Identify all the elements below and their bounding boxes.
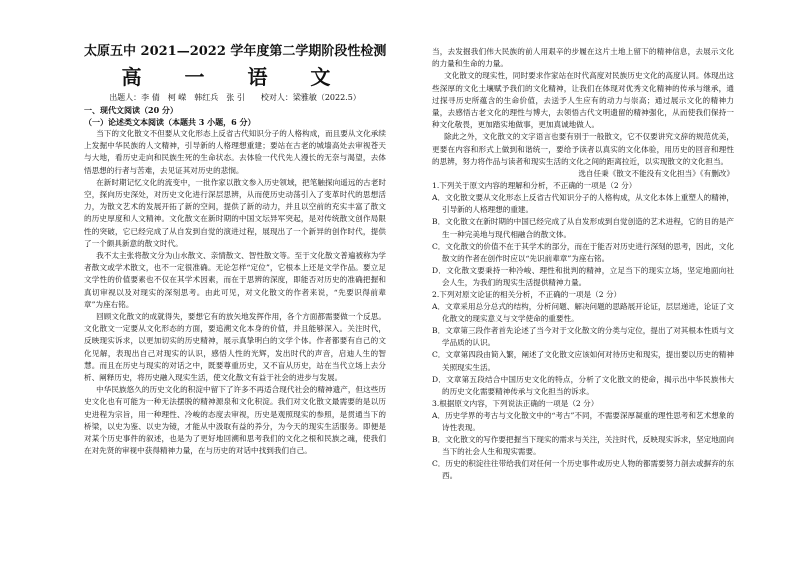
exam-title: 太原五中 2021—2022 学年度第二学期阶段性检测 xyxy=(84,44,387,59)
answer-option: C．历史的积淀往往带给我们对任何一个历史事件或历史人物的都需要努力剖去或摒弃的东西。 xyxy=(432,459,734,481)
subsection-heading: （一）论述类文本阅读（本题共 3 小题，6 分） xyxy=(84,117,256,127)
answer-option: A．文章采用总分总式的结构，分析问题、解决问题的思路展开论证，层层递进，论证了文化散文的现实意义与文学使命的重要性。 xyxy=(432,302,734,324)
section-heading: 一、现代文阅读（20 分） xyxy=(84,105,178,115)
answer-option: A．文化散文要从文化形态上反省古代知识分子的人格构成，从文化本体上重塑人的精神，引导新的人格理想的重建。 xyxy=(432,193,734,215)
article-paragraph: 在新时期记忆文化的流变中，一批作家以散文参入历史领域，把笔触探向遥远的古老时空，探向历史深处，对历史文化进行深层思辨，从而使历史动荡引入了变革时代的思想活力，为散文艺术的发展开拓了新的空间，提供了新的动力，并且以空前的充实丰富了散文的历史厚度和人文精神。文化散文在新时期的中国文坛异军突起，是对传统散文创作局限性的突破，它已经完成了从自发到自觉的演进过程，展现出了一个新异的创作时代，提供了一个颇具新意的散文时代。 xyxy=(84,177,386,248)
article-paragraph: 当下的文化散文不但要从文化形态上反省古代知识分子的人格构成，而且要从文化承续上发掘中华民族的人文精神，引导新的人格理想重建；要站在古老的城墙高处去审视苍天与大地，看历史走向和民族生死的生命状态。去体验一代代先人漫长的无奈与渴望，去体悟思想的行者与苦难，去见证其对历史的悲悯。 xyxy=(84,129,386,175)
answer-option: B．文化散文的写作要把握当下现实的需求与关注，关注时代，反映现实诉求，坚定地面向当下的社会人生和现实需要。 xyxy=(432,435,734,457)
left-column xyxy=(84,40,386,457)
article-paragraph: 中华民族悠久的历史文化的积淀中留下了许多不再适合现代社会的精神遗产，但这些历史文化也有可能为一种无法摆脱的精神源泉和文化积淀。我们对文化散文最需要的是以历史进程为宗旨，用一种理性、冷峻的态度去审视，历史是观照现实的参照，是贯通当下的桥梁，以史为鉴、以史为镜，才能从中汲取有益的养分，为今天的现实生活服务。即便是对某个历史事件的叙述，也是为了更好地回溯和思考我们的文化之根和民族之魂，使我们在对先贤的审视中获得精神力量，在与历史的对话中找到我们自己。 xyxy=(84,385,386,456)
author-info: 出题人：李 倩 柯 嵘 韩红兵 张 引 校对人：梁雅敏（2022.5） xyxy=(109,93,361,102)
answer-option: C．文化散文的价值不在于其学术的部分，而在于能否对历史进行深刻的思考，因此，文化散文的作者在创作时应以“先识前辈章”为座右铭。 xyxy=(432,241,734,263)
source-note: 选自任秉《散文不能没有文化担当》《有删改》 xyxy=(578,169,734,179)
article-paragraph: 我不太主张将散文分为山水散文、亲情散文、智性散文等。至于文化散文普遍被称为学者散文或学术散文，也不一定很准确。无论怎样“定位”，它根本上还是文学作品。要立足文学性的价值要素也不仅在其学术因素，而在于思辨的深度，即能否对历史的准确把握和真切审视以及对现实的深刻思考。由此可见，对文化散文的作者来说，“先要识得前辈章”为座右铭。 xyxy=(84,251,386,309)
subject-title: 高 一 语 文 xyxy=(121,65,349,89)
question: 1.下列关于原文内容的理解和分析，不正确的一项是（2 分） xyxy=(432,181,637,191)
answer-option: D．文化散文要秉持一种冷峻、理性和批判的精神，立足当下的现实立场，坚定地面向社会人生，为我们的现实生活提供精神力量。 xyxy=(432,265,734,287)
article-paragraph: 当，去发掘我们伟大民族的前人用艰辛的步履在这片土地上留下的精神信息，去展示文化的力量和生命的力量。 xyxy=(432,47,734,69)
right-column xyxy=(432,46,734,482)
answer-option: C．文章第四段由简入繁，阐述了文化散文应该如何对待历史和现实，提出要以历史的精神关照现实生活。 xyxy=(432,350,734,372)
article-paragraph: 除此之外，文化散文的文字语言也要有别于一般散文，它不仅要讲究文辞的规范优美，更要在内容和形式上做到和谐统一，要给予读者以真实的文化体验，用历史的回音和理性的思辨，努力将作品与读者和现实生活的文化之间的距离拉近，以实现散文的文化担当。 xyxy=(432,132,734,166)
answer-option: B．文化散文在新时期的中国已经完成了从自发形成到自觉创造的艺术进程，它的目的是产生一种完美地与现代相融合的散文体。 xyxy=(432,217,734,239)
question: 2.下列对原文论证的相关分析，不正确的一项是（2 分） xyxy=(432,289,622,299)
answer-option: D．文章第五段结合中国历史文化的特点，分析了文化散文的使命，揭示出中华民族伟大的历史文化需要精神传承与文化担当的诉求。 xyxy=(432,374,734,396)
article-paragraph: 回顾文化散文的成就得失，要想它有的放矢地发挥作用，各个方面都需要做一个反思。文化散文一定要从文化形态的方面，要追溯文化本身的价值，并且能够深入。关注时代，反映现实诉求，以更加切实的历史精神，展示真挚明白的文学个体。作者都要有自己的文化见解，表现出自己对现实的认识，感悟人性的光辉，发出时代的声音，启迪人生的智慧。而且在历史与现实的对话之中，既要尊重历史，又不盲从历史，站在当代立场上去分析、阐释历史，将历史融入现实生活，使文化散文有益于社会的进步与发展。 xyxy=(84,312,386,383)
answer-option: A．历史学界的考古与文化散文中的“考古”不同，不需要深厚凝重的理性思考和艺术想象的诗性表现。 xyxy=(432,410,734,432)
answer-option: B．文章第三段作者首先论述了当今对于文化散文的分类与定位，提出了对其根本性质与文学品质的认识。 xyxy=(432,326,734,348)
article-paragraph: 文化散文的现实性，同时要求作家站在时代高度对民族历史文化的高度认同。体现出这些深厚的文化土壤赋予我们的文化精神，让我们在体现对优秀文化精神的传承与继承，通过探寻历史所蕴含的生命价值，去送予人生应有的动力与崇高；通过展示文化的精神力量，去感悟古老文化的理性与博大，去领悟古代文明遗留的精神强化，从而使我们保持一种文化敬畏，更加踏实地做事，更加真诚地做人。 xyxy=(432,71,734,130)
question: 3.根据原文内容，下列说法正确的一项是（2 分） xyxy=(432,398,599,408)
